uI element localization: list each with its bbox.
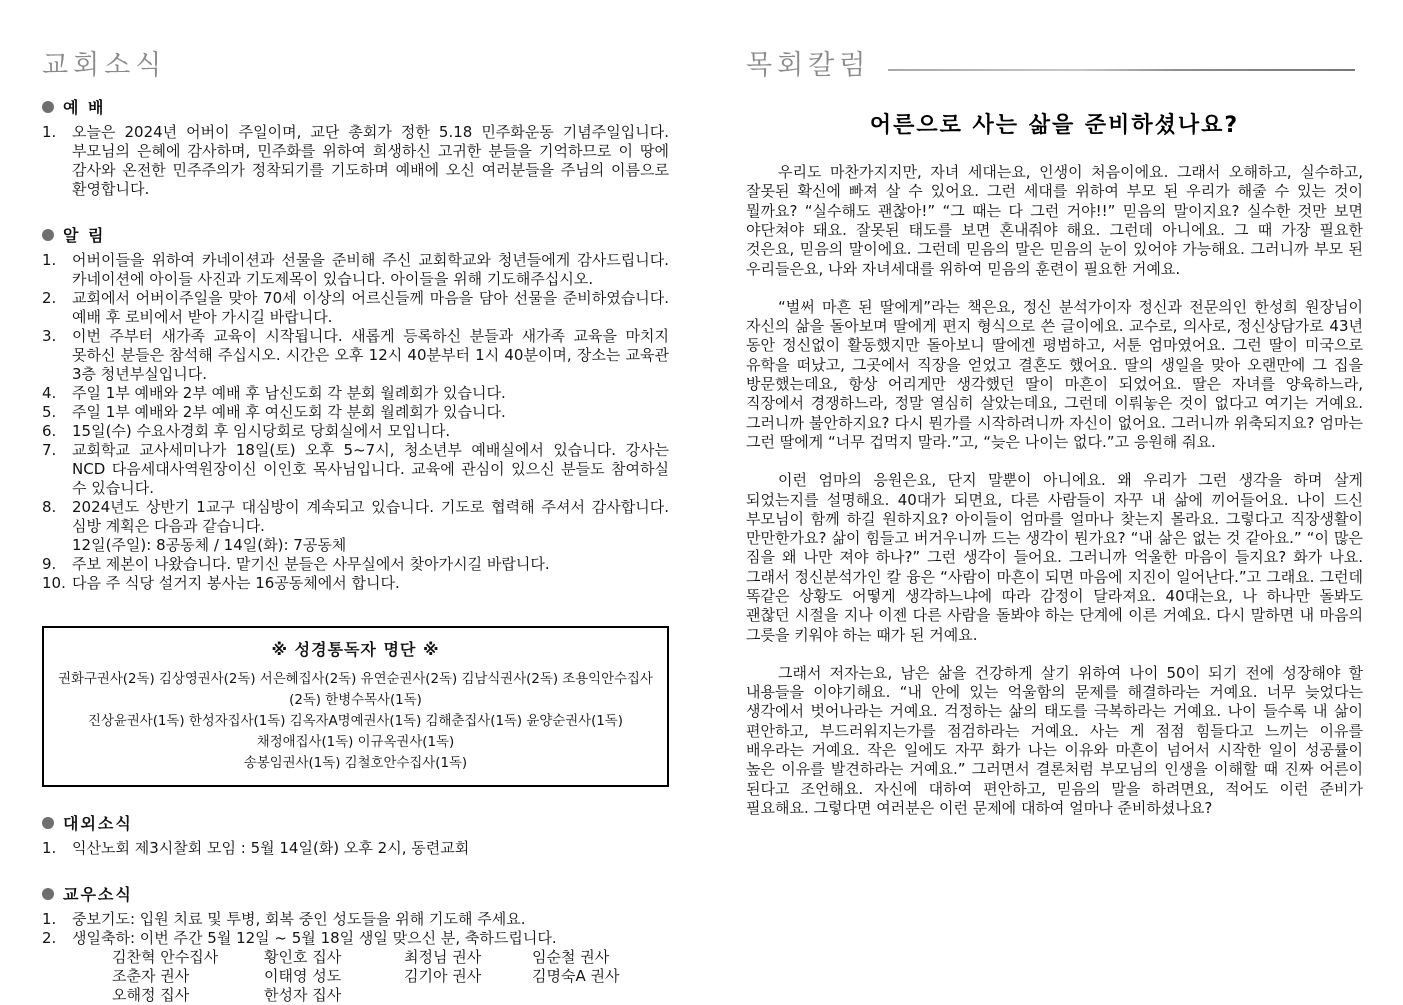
item-number: 7. [42,441,57,460]
notice-section-title: 알 림 [63,226,106,246]
article-paragraph: “벌써 마흔 된 딸에게”라는 책은요, 정신 분석가이자 정신과 전문의인 한성희 원장님이 자신의 삶을 돌아보며 딸에게 편지 형식으로 쓴 글이에요. 교수로, 의사로, 정신상담가로 43년 동안 정신없이 활동했지만 돌아보니 딸에겐 평범하고, 서툰 엄마였어요. 그런 딸이 미국으로 유학을 떠났고, 그곳에서 직장을 얻었고 결혼도 했어요. 딸의 생일을 맞아 오랜만에 그 집을 방문했는데요, 항상 어리게만 생각했던 딸이 마흔이 되었어요. 딸은 자녀를 양육하느라, 직장에서 경쟁하느라, 정말 열심히 살았는데요, 그런데 이뤄놓은 것이 없다고 여기는 거예요. 그러니까 불안하지요? 다시 뭔가를 시작하려니까 자신이 없어요. 그러니까 위축되지요? 엄마는 그런 딸에게 “너무 겁먹지 말라.”고, “늦은 나이는 없다.”고 응원해 줘요. [746,297,1363,451]
bible-readers-line: 진상윤권사(1독) 한성자집사(1독) 김옥자A명예권사(1독) 김해춘집사(1독) 윤양순권사(1독) 채정애집사(1독) 이규옥권사(1독) [88,714,623,751]
birthday-name: 김찬혁 안수집사 [112,948,219,967]
article-paragraph: 우리도 마찬가지지만, 자녀 세대는요, 인생이 처음이에요. 그래서 오해하고, 실수하고, 잘못된 확신에 빠져 살 수 있어요. 그런 세대를 위하여 부모 된 우리가 해줄 수 있는 것이 뭘까요? “실수해도 괜찮아!” “그 때는 다 그런 거야!!” 믿음의 말이지요? 실수한 것만 보면 야단쳐야 돼요. 잘못된 태도를 보면 혼내줘야 해요. 그런데 아니에요. 그 때 가장 필요한 것은요, 믿음의 말이에요. 그런데 믿음의 말은 믿음의 눈이 있어야 가능해요. 그러니까 부모 된 우리들은요, 나와 자녀세대를 위하여 믿음의 훈련이 필요한 거예요. [746,163,1363,278]
birthday-name: 황인호 집사 [264,948,342,967]
header-rule [888,69,1355,71]
item-text: 교회학교 교사세미나가 18일(토) 오후 5~7시, 청소년부 예배실에서 있습니다. 강사는 NCD 다음세대사역원장이신 이인호 목사님입니다. 교육에 관심이 있으신 분들도 참여하실 수 있습니다. [72,441,669,498]
list-item [42,574,669,593]
item-text: 이번 주부터 새가족 교육이 시작됩니다. 새롭게 등록하신 분들과 새가족 교육을 마치지 못하신 분들은 참석해 주십시오. 시간은 오후 12시 40분부터 1시 40분이며, 장소는 교육관 3층 청년부실입니다. [72,327,669,384]
list-item [42,498,669,555]
list-item [42,251,669,289]
item-number: 6. [42,422,57,441]
bible-readers-box-title: ※ 성경통독자 명단 ※ [271,640,440,660]
external-news-heading [42,811,669,834]
birthday-name: 한성자 집사 [264,986,342,1005]
list-item [42,441,669,498]
worship-section-heading [42,95,669,118]
item-text: 15일(수) 수요사경회 후 임시당회로 당회실에서 모입니다. [72,422,451,441]
bible-readers-box [42,626,669,787]
notice-section [42,223,669,593]
church-news-header: 교회소식 [42,50,167,81]
section-bullet-icon [42,888,54,900]
external-news-section [42,811,669,858]
item-text: 2024년도 상반기 1교구 대심방이 계속되고 있습니다. 기도로 협력해 주셔서 감사합니다. 심방 계획은 다음과 같습니다. [72,498,669,536]
item-number: 1. [42,839,57,858]
list-item [42,289,669,327]
member-news-heading [42,882,669,905]
bible-readers-line: 권화구권사(2독) 김상영권사(2독) 서은혜집사(2독) 유연순권사(2독) 김남식권사(2독) 조용익안수집사(2독) 한병수목사(1독) [58,672,653,709]
list-item [42,929,669,948]
church-news-column [42,50,669,1005]
item-text: 다음 주 식당 설거지 봉사는 16공동체에서 합니다. [72,574,400,593]
list-item [42,327,669,384]
item-text: 어버이들을 위하여 카네이션과 선물을 준비해 주신 교회학교와 청년들에게 감사드립니다. 카네이션에 아이들 사진과 기도제목이 있습니다. 아이들을 위해 기도해주십시오. [72,251,669,289]
notice-section-heading [42,223,669,246]
item-number: 1. [42,251,57,270]
pastoral-column-header: 목회칼럼 [746,50,871,81]
external-news-title: 대외소식 [63,814,133,834]
list-item [42,384,669,403]
list-item [42,422,669,441]
list-item [42,555,669,574]
item-text: 주일 1부 예배와 2부 예배 후 남신도회 각 분회 월례회가 있습니다. [72,384,506,403]
birthday-names-grid [112,948,669,1005]
item-text-group [72,498,669,555]
article-paragraph: 그래서 저자는요, 남은 삶을 건강하게 살기 위하여 나이 50이 되기 전에 성장해야 할 내용들을 이야기해요. “내 안에 있는 억울함의 문제를 해결하라는 거예요. 너무 늦었다는 생각에서 벗어나라는 거예요. 걱정하는 삶의 태도를 극복하라는 거예요. 나이 들수록 내 삶이 편안하고, 부드러워지는가를 점검하라는 거예요. 사는 게 점점 힘들다고 느끼는 이유를 배우라는 거예요. 작은 일에도 자꾸 화가 나는 이유와 마흔이 넘어서 시작한 일이 성공률이 높은 이유를 발견하라는 거예요.” 그러면서 결론처럼 부모님의 인생을 이해할 때 진짜 어른이 된다고 조언해요. 자신에 대하여 편안하고, 믿음의 말을 하려면요, 적어도 이런 준비가 필요해요. 그렇다면 여러분은 이런 문제에 대하여 얼마나 준비하셨나요? [746,663,1363,817]
item-number: 1. [42,123,57,142]
section-bullet-icon [42,229,54,241]
birthday-name: 이태영 성도 [264,967,342,986]
birthday-name: 오해정 집사 [112,986,190,1005]
section-bullet-icon [42,817,54,829]
pastoral-column [746,50,1363,818]
item-text: 익산노회 제3시찰회 모임 : 5월 14일(화) 오후 2시, 동련교회 [72,839,470,858]
item-text: 주일 1부 예배와 2부 예배 후 여신도회 각 분회 월례회가 있습니다. [72,403,506,422]
birthday-name: 조춘자 권사 [112,967,190,986]
birthday-name: 김기아 권사 [404,967,482,986]
bible-readers-line: 송봉임권사(1독) 김철호안수집사(1독) [243,756,468,772]
pastoral-column-header-row [746,50,1363,81]
item-number: 9. [42,555,57,574]
article-paragraph: 이런 엄마의 응원은요, 단지 말뿐이 아니에요. 왜 우리가 그런 생각을 하며 살게 되었는지를 설명해요. 40대가 되면요, 다른 사람들이 자꾸 내 삶에 끼어들어요. 나이 드신 부모님이 함께 하길 원하지요? 아이들이 엄마를 얼마나 찾는지 몰라요. 그렇다고 직장생활이 만만한가요? 삶이 힘들고 버거우니까 드는 생각이 뭔가요? “내 삶은 없는 것 같아요.” “이 많은 짐을 왜 나만 져야 하나?” 그런 생각이 들어요. 그러니까 억울한 마음이 들지요? 화가 나요. 그래서 정신분석가인 칼 융은 “사람이 마흔이 되면 마음에 지진이 일어난다.”고 그래요. 그런데 똑같은 상황도 어떻게 생각하느냐에 따라 감정이 달라져요. 40대는요, 나 하나만 돌봐도 괜찮던 시절을 지나 이젠 다른 사람을 돌봐야 하는 단계에 이른 거예요. 다시 말하면 내 마음의 그릇을 키워야 하는 때가 된 거예요. [746,471,1363,644]
item-number: 2. [42,289,57,308]
item-text: 교회에서 어버이주일을 맞아 70세 이상의 어르신들께 마음을 담아 선물을 준비하였습니다. 예배 후 로비에서 받아 가시길 바랍니다. [72,289,669,327]
member-news-title: 교우소식 [63,885,133,905]
item-text: 생일축하: 이번 주간 5월 12일 ~ 5월 18일 생일 맞으신 분, 축하드립니다. [72,929,557,948]
visitation-schedule-line: 12일(주일): 8공동체 / 14일(화): 7공동체 [72,536,347,555]
bible-readers-name-list [54,669,657,774]
list-item [42,123,669,199]
worship-section-title: 예 배 [63,98,106,118]
item-number: 2. [42,929,57,948]
page-title: 어른으로 사는 삶을 준비하셨나요? [869,113,1240,139]
member-news-section [42,882,669,1005]
item-number: 3. [42,327,57,346]
item-text: 주보 제본이 나왔습니다. 맡기신 분들은 사무실에서 찾아가시길 바랍니다. [72,555,550,574]
list-item [42,839,669,858]
list-item [42,403,669,422]
item-number: 5. [42,403,57,422]
item-text: 중보기도: 입원 치료 및 투병, 회복 중인 성도들을 위해 기도해 주세요. [72,910,526,929]
worship-section [42,95,669,199]
birthday-name: 김명숙A 권사 [532,967,620,986]
item-number: 1. [42,910,57,929]
section-bullet-icon [42,101,54,113]
item-number: 4. [42,384,57,403]
list-item [42,910,669,929]
birthday-name: 임순철 권사 [532,948,610,967]
item-number: 10. [42,574,66,593]
item-number: 8. [42,498,57,517]
birthday-name: 최정님 권사 [404,948,482,967]
item-text: 오늘은 2024년 어버이 주일이며, 교단 총회가 정한 5.18 민주화운동 기념주일입니다. 부모님의 은혜에 감사하며, 민주화를 위하여 희생하신 고귀한 분들을 기억하므로 이 땅에 감사와 온전한 민주주의가 정착되기를 기도하며 예배에 오신 여러분들을 주님의 이름으로 환영합니다. [72,123,669,199]
